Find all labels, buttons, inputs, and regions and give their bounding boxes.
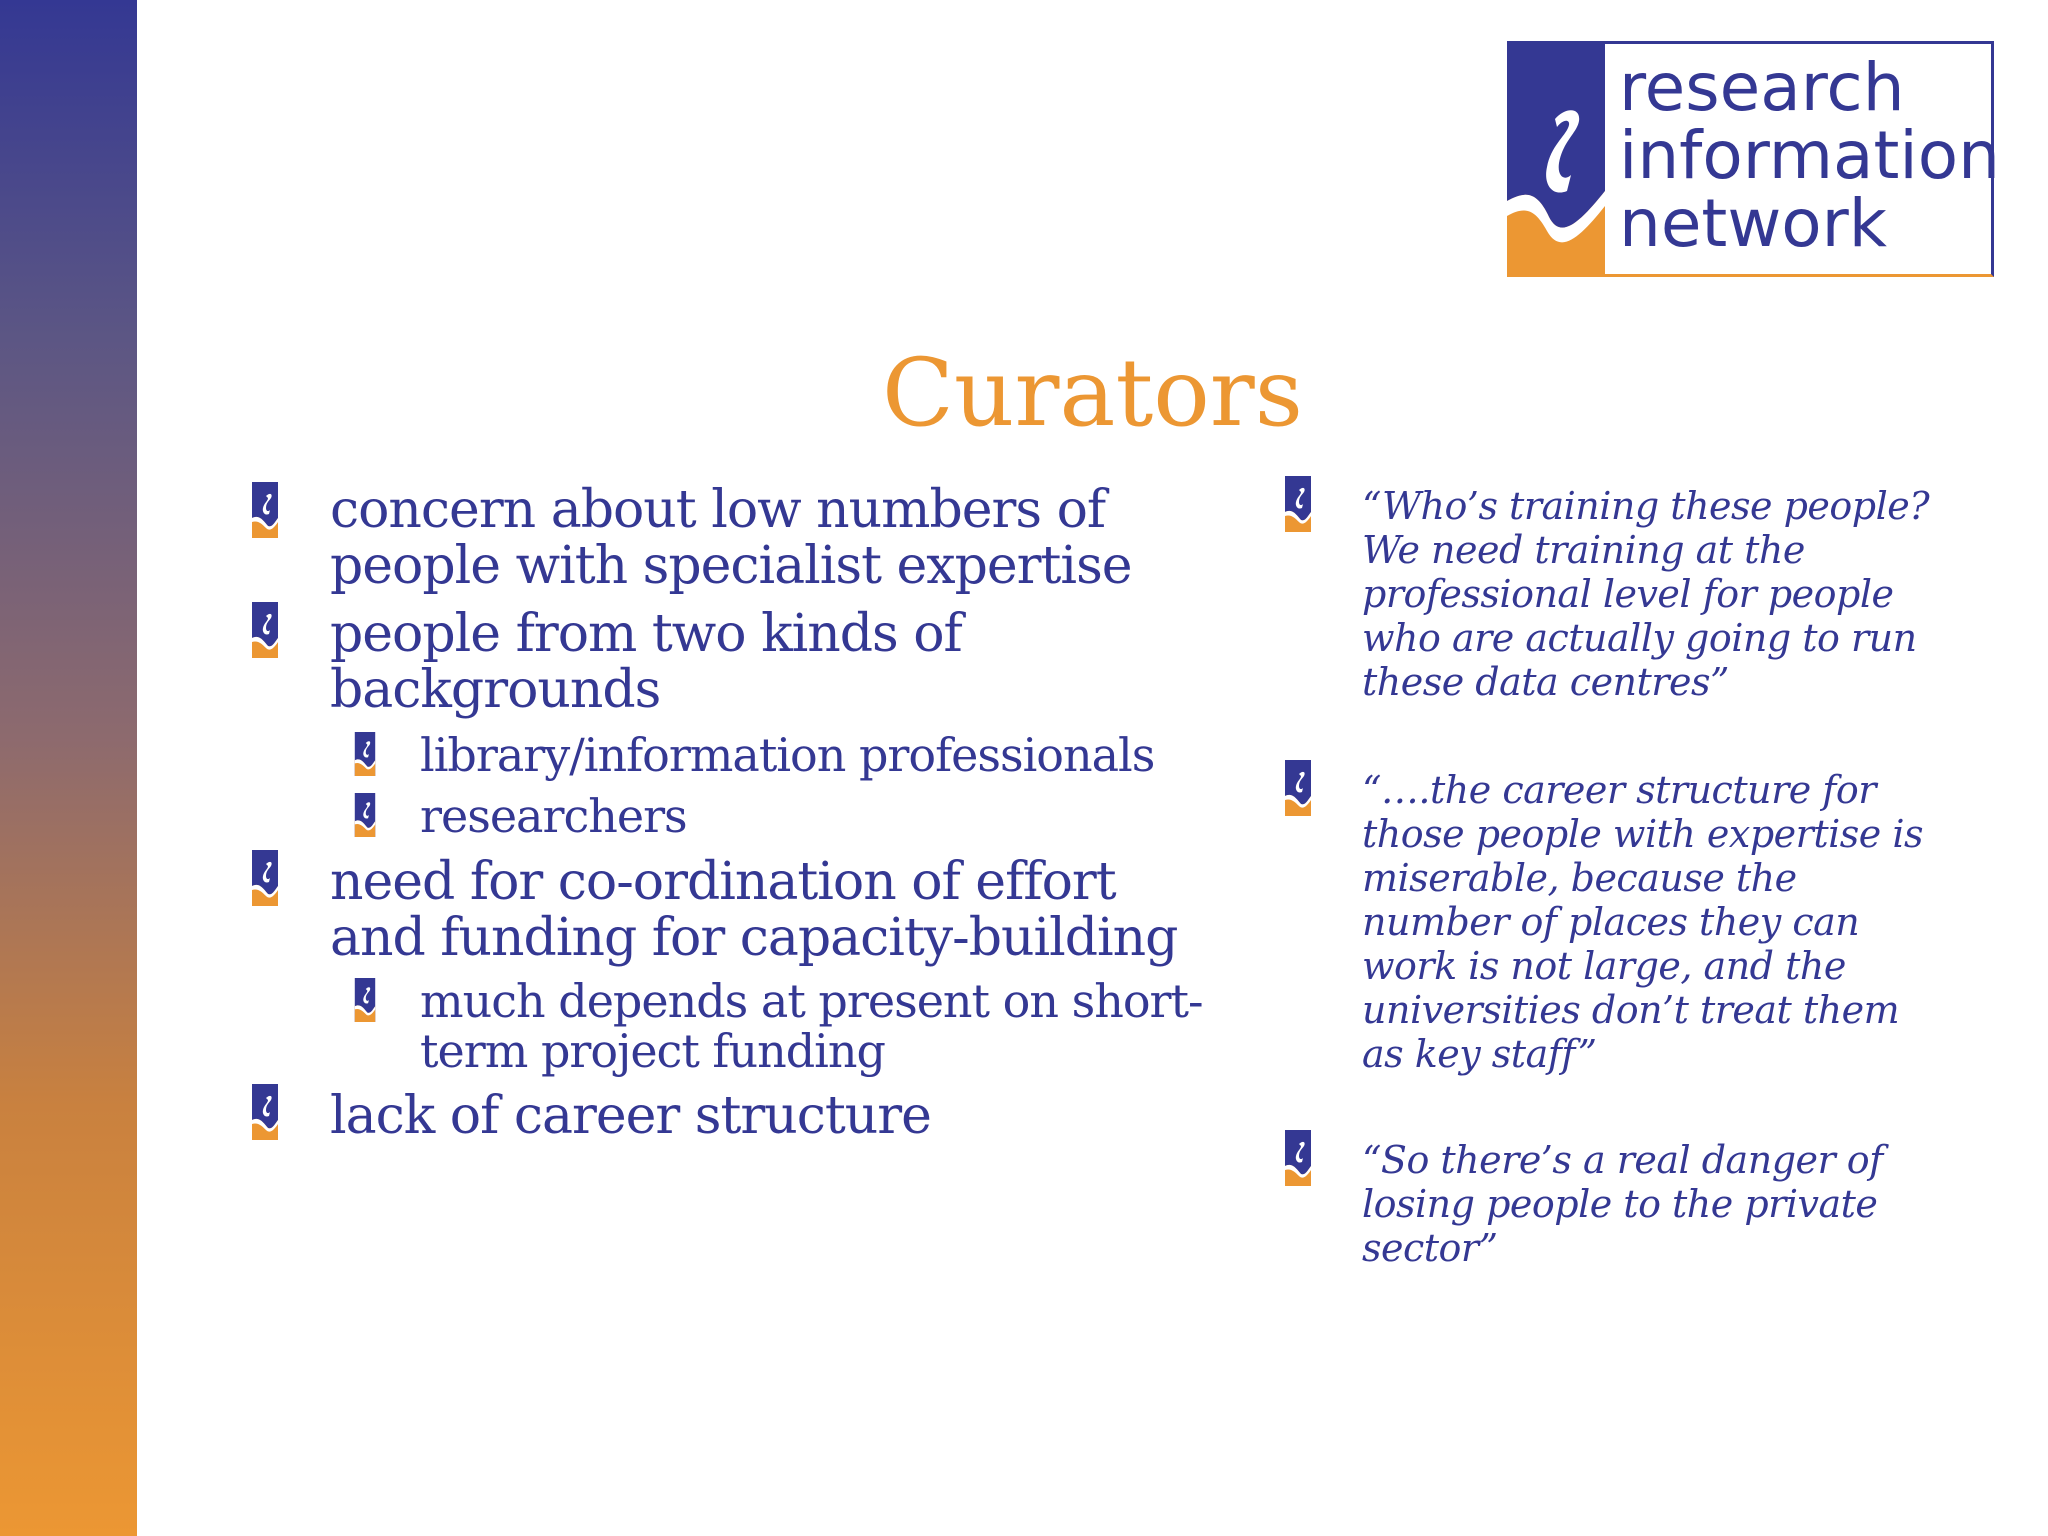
bullet-line: much depends at present on short-	[420, 974, 1203, 1028]
bullet-line: backgrounds	[330, 660, 661, 720]
bullet-line: term project funding	[420, 1024, 885, 1078]
bullet-text-specialist-expertise	[330, 482, 1132, 594]
quote-line: number of places they can	[1362, 900, 1860, 944]
quote-line: sector”	[1362, 1226, 1498, 1270]
sub-bullet-researchers: researchers	[420, 789, 687, 843]
quote-line: professional level for people	[1362, 572, 1894, 616]
quote-career-structure	[1362, 768, 1972, 1076]
quote-training	[1362, 484, 1972, 704]
bullet-icon	[252, 1084, 278, 1140]
rin-logo	[1507, 41, 2000, 277]
bullet-icon	[252, 850, 278, 906]
bullet-text-career-structure: lack of career structure	[330, 1086, 931, 1146]
sub-bullet-icon	[354, 732, 376, 776]
quote-bullet-icon	[1285, 760, 1311, 816]
bullet-text-two-backgrounds	[330, 606, 962, 718]
quote-bullet-icon	[1285, 1130, 1311, 1186]
slide-title: Curators	[882, 339, 1303, 448]
sub-bullet-project-funding	[420, 976, 1203, 1076]
quote-line: universities don’t treat them	[1362, 988, 1900, 1032]
bullet-text-coordination	[330, 854, 1177, 966]
logo-word-network: network	[1619, 185, 1888, 262]
rin-logo-mark-icon	[1507, 41, 1605, 277]
quote-line: We need training at the	[1362, 528, 1805, 572]
sub-bullet-icon	[354, 793, 376, 837]
bullet-line: concern about low numbers of	[330, 480, 1106, 540]
quote-line: “So there’s a real danger of	[1362, 1138, 1883, 1182]
quote-line: losing people to the private	[1362, 1182, 1878, 1226]
quote-private-sector	[1362, 1138, 1972, 1270]
logo-word-information: information	[1619, 117, 2000, 194]
gradient-side-bar	[0, 0, 137, 1536]
quote-line: “….the career structure for	[1362, 768, 1876, 812]
bullet-icon	[252, 482, 278, 538]
quote-line: who are actually going to run	[1362, 616, 1917, 660]
bullet-line: people from two kinds of	[330, 604, 962, 664]
quote-line: “Who’s training these people?	[1362, 484, 1930, 528]
sub-bullet-library-professionals: library/information professionals	[420, 728, 1155, 782]
bullet-line: need for co-ordination of effort	[330, 852, 1116, 912]
logo-word-research: research	[1619, 49, 1905, 126]
quote-bullet-icon	[1285, 476, 1311, 532]
quote-line: these data centres”	[1362, 660, 1729, 704]
quote-line: miserable, because the	[1362, 856, 1797, 900]
quote-line: work is not large, and the	[1362, 944, 1846, 988]
quote-line: as key staff”	[1362, 1032, 1597, 1076]
bullet-line: and funding for capacity-building	[330, 908, 1178, 968]
bullet-line: people with specialist expertise	[330, 536, 1132, 596]
quote-line: those people with expertise is	[1362, 812, 1923, 856]
bullet-icon	[252, 602, 278, 658]
sub-bullet-icon	[354, 978, 376, 1022]
